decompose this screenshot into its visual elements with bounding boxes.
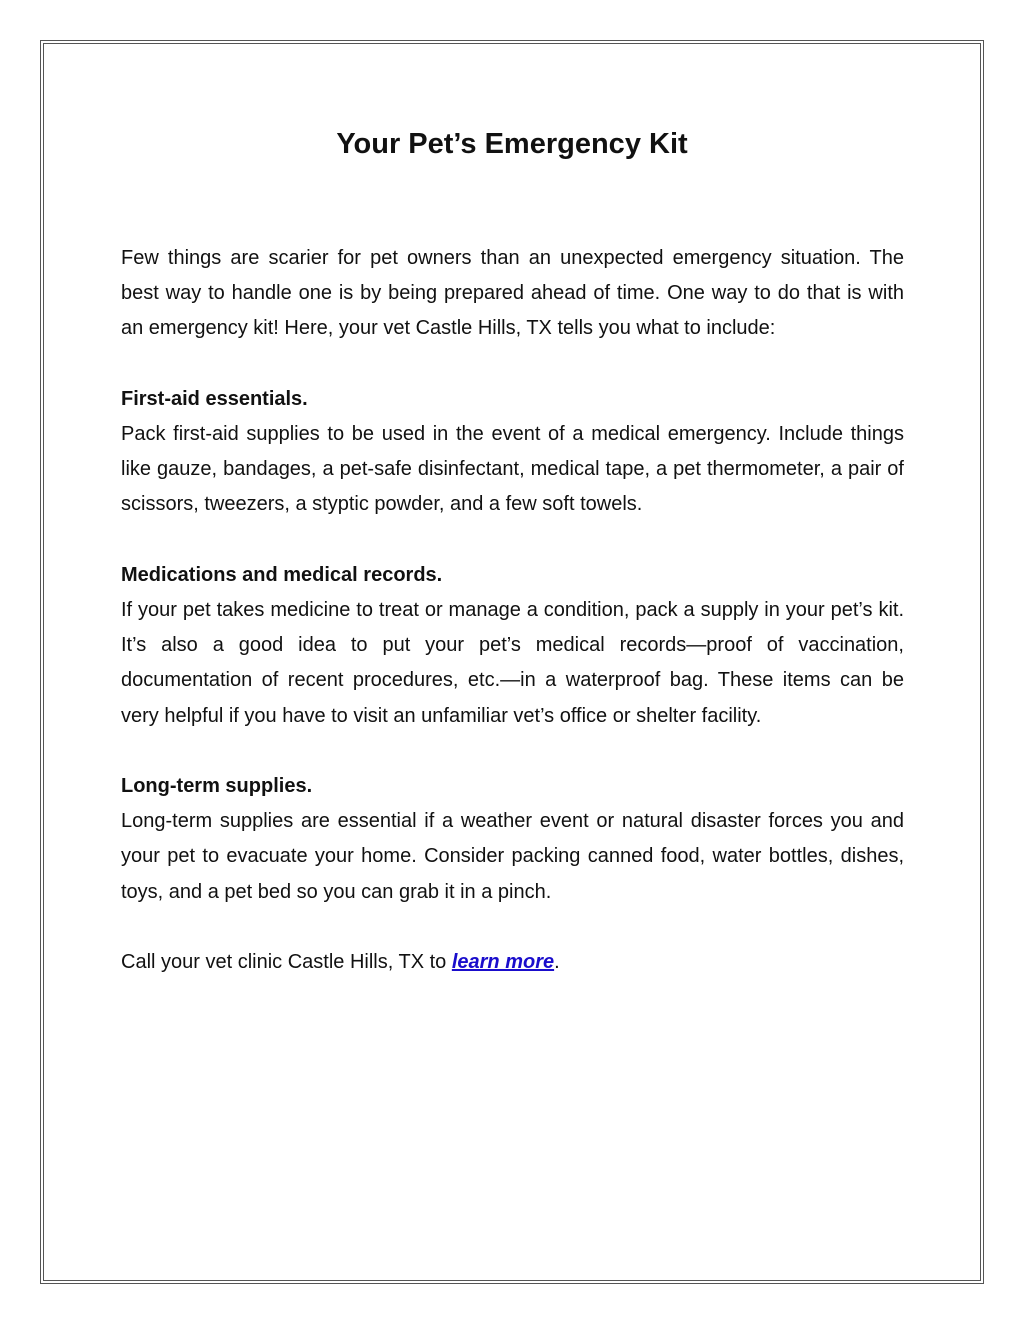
section-body: If your pet takes medicine to treat or manage a condition, pack a supply in your pet’s kit. It’s also a good idea to put your pet’s medical records—proof of vaccination, documentation of recent procedures, etc.—in a waterproof bag. These items can be very helpful if you have to visit an unfamiliar vet’s office or shelter facility. [121, 599, 904, 727]
section-body: Long-term supplies are essential if a weather event or natural disaster forces you and your pet to evacuate your home. Consider packing canned food, water bottles, dishes, toys, and a pet bed so you can grab it in a pinch. [121, 810, 904, 903]
closing-prefix: Call your vet clinic Castle Hills, TX to [121, 951, 452, 973]
section-long-term-supplies [121, 769, 904, 910]
intro-paragraph: Few things are scarier for pet owners than an unexpected emergency situation. The best way to handle one is by being prepared ahead of time. One way to do that is with an emergency kit! Here, your vet Castle Hills, TX tells you what to include: [121, 247, 904, 340]
document-body [121, 241, 904, 980]
closing-paragraph [121, 945, 904, 980]
page-title: Your Pet’s Emergency Kit [336, 128, 688, 160]
section-body: Pack first-aid supplies to be used in the event of a medical emergency. Include things like gauze, bandages, a pet-safe disinfectant, medical tape, a pet thermometer, a pair of scissors, tweezers, a styptic powder, and a few soft towels. [121, 423, 904, 516]
section-heading: Medications and medical records. [121, 563, 443, 586]
section-heading: First-aid essentials. [121, 387, 308, 410]
section-heading: Long-term supplies. [121, 775, 313, 797]
learn-more-link[interactable]: learn more [451, 951, 555, 973]
closing-suffix: . [554, 951, 560, 973]
section-first-aid [121, 382, 904, 523]
section-medications [121, 558, 904, 734]
